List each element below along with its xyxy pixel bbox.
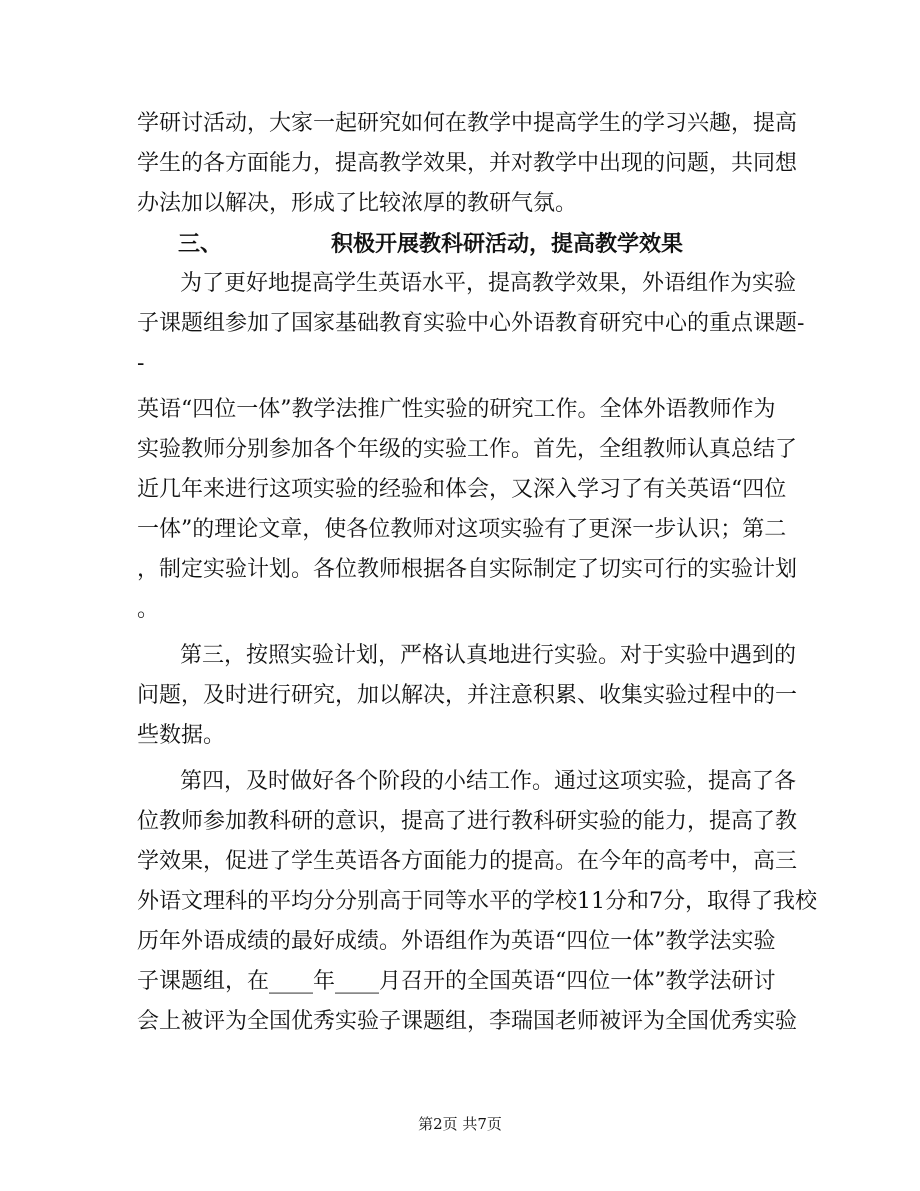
page-number-footer: 第2页 共7页	[418, 1115, 502, 1133]
text-line: ，制定实验计划。各位教师根据各自实际制定了切实可行的实验计划	[137, 557, 798, 582]
text-line: 实验教师分别参加各个年级的实验工作。首先，全组教师认真总结了	[137, 437, 798, 462]
section-number: 三、	[178, 231, 223, 257]
text-line: 学生的各方面能力，提高教学效果，并对教学中出现的问题，共同想	[137, 151, 798, 176]
text-line: 第三，按照实验计划，严格认真地进行实验。对于实验中遇到的	[180, 643, 797, 668]
text-line: 为了更好地提高学生英语水平，提高教学效果，外语组作为实验	[180, 271, 797, 296]
text-line: 子课题组参加了国家基础教育实验中心外语教育研究中心的重点课题-	[137, 311, 805, 336]
text-line: 历年外语成绩的最好成绩。外语组作为英语“四位一体”教学法实验	[137, 929, 776, 954]
text-line: 外语文理科的平均分分别高于同等水平的学校11分和7分，取得了我校	[137, 889, 817, 914]
text-line: 一体”的理论文章，使各位教师对这项实验有了更深一步认识；第二	[137, 517, 787, 542]
text-line: 问题，及时进行研究，加以解决，并注意积累、收集实验过程中的一	[137, 683, 798, 708]
text-line: -	[137, 351, 145, 376]
text-line: 英语“四位一体”教学法推广性实验的研究工作。全体外语教师作为	[137, 397, 776, 422]
text-line: 。	[137, 597, 160, 622]
text-line: 办法加以解决，形成了比较浓厚的教研气氛。	[137, 191, 578, 216]
text-line: 些数据。	[137, 723, 226, 748]
text-line: 学研讨活动，大家一起研究如何在教学中提高学生的学习兴趣，提高	[137, 111, 798, 136]
text-line: 会上被评为全国优秀实验子课题组，李瑞国老师被评为全国优秀实验	[137, 1009, 798, 1034]
text-line: 学效果，促进了学生英语各方面能力的提高。在今年的高考中，高三	[137, 849, 798, 874]
section-title: 积极开展教科研活动，提高教学效果	[331, 231, 684, 257]
text-line: 近几年来进行这项实验的经验和体会，又深入学习了有关英语“四位	[137, 477, 787, 502]
text-line: 位教师参加教科研的意识，提高了进行教科研实验的能力，提高了教	[137, 809, 798, 834]
text-line: 第四，及时做好各个阶段的小结工作。通过这项实验，提高了各	[180, 769, 797, 794]
text-line: 子课题组，在____年____月召开的全国英语“四位一体”教学法研讨	[137, 969, 776, 994]
